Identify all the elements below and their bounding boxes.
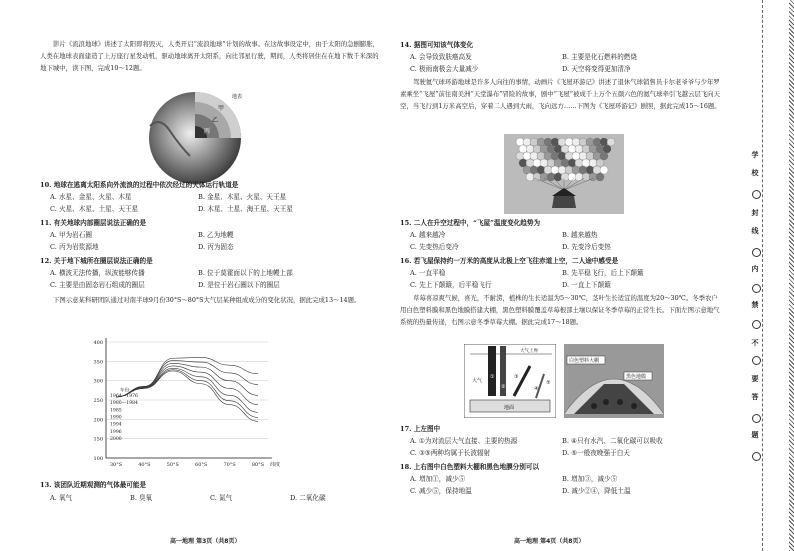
option-15d[interactable]: D. 先变冷后变热 — [562, 243, 611, 251]
label-black-film: 黑色地膜 — [626, 374, 647, 380]
balloon — [575, 173, 583, 181]
balloon — [558, 152, 566, 160]
question-10-stem: 10. 地球在逃离太阳系向外流浪的过程中依次经过的天体运行轨道是 — [40, 181, 239, 189]
question-11-stem: 11. 有关地球内部圈层说法正确的是 — [40, 219, 147, 227]
legend-entry: 1964—1976 — [110, 393, 138, 399]
balloon — [526, 159, 534, 167]
option-11a[interactable]: A. 甲为岩石圈 — [50, 231, 92, 239]
question-12-stem: 12. 关于地下城所在圈层说法正确的是 — [40, 257, 153, 265]
label-top-atmosphere: 大气上界 — [520, 349, 538, 354]
balloon — [572, 166, 580, 174]
balloon — [561, 159, 569, 167]
binding-word: 要 — [751, 374, 759, 383]
balloon — [540, 145, 548, 153]
left-page — [0, 0, 392, 551]
balloon — [551, 166, 559, 174]
balloon — [544, 166, 552, 174]
label-atmosphere: 大气 — [472, 378, 483, 384]
option-18b[interactable]: B. 增加③，减少⑤ — [562, 475, 618, 483]
binding-word: 答 — [751, 392, 759, 401]
balloon — [530, 152, 538, 160]
balloon — [568, 173, 576, 181]
balloon — [596, 159, 604, 167]
right-page — [394, 0, 728, 551]
balloon — [600, 166, 608, 174]
y-tick-label: 350 — [93, 359, 103, 366]
balloon — [519, 145, 527, 153]
question-16-stem: 16. 若飞屋保持约一万米的高度从北极上空飞往赤道上空，二人途中感受是 — [400, 257, 619, 265]
balloon — [537, 166, 545, 174]
question-17-stem: 17. 上左图中 — [400, 425, 441, 433]
ozone-line-chart — [78, 334, 288, 474]
label-ground: 地面 — [504, 405, 515, 411]
option-14d[interactable]: D. 天空将变得更加清净 — [562, 65, 631, 73]
binding-circle — [752, 356, 761, 365]
series-line — [116, 363, 258, 397]
balloon — [572, 138, 580, 146]
option-17a[interactable]: A. ①为对流层大气直接、主要的热源 — [410, 437, 518, 445]
balloon — [579, 152, 587, 160]
balloon — [593, 152, 601, 160]
label-2: ② — [501, 384, 506, 390]
binding-word: 不 — [751, 338, 759, 347]
balloon — [533, 173, 541, 181]
option-11b[interactable]: B. 乙为地幔 — [198, 231, 234, 239]
balloon — [526, 145, 534, 153]
balloon — [530, 166, 538, 174]
option-14c[interactable]: C. 极雨南极会大量减少 — [410, 65, 479, 73]
balloon — [575, 145, 583, 153]
option-17c[interactable]: C. ③⑤两种均属于长波辐射 — [410, 449, 491, 457]
y-tick-label: 200 — [93, 417, 103, 424]
balloon — [568, 159, 576, 167]
option-13c[interactable]: C. 氮气 — [210, 494, 233, 502]
balloon — [596, 145, 604, 153]
balloon — [579, 138, 587, 146]
option-18d[interactable]: D. 减少②④，降低土温 — [562, 487, 631, 495]
question-13-stem: 13. 该团队近期观测的气体最可能是 — [40, 481, 147, 489]
balloon — [596, 173, 604, 181]
reading-intro-left: 影片《流浪地球》讲述了太阳即将毁灭，人类开启“流浪地球”计划的故事。在这故事设定中，由于太阳的急剧膨胀，人类在地球表面建造了上万座行星发动机，驱动地球离开太阳系，向比邻星行驶，期间，人类将居住在在地下数千米深的地下城中，读下图，完成10～12题。 — [40, 40, 380, 73]
option-10d[interactable]: D. 木星、土星、海王星、天王星 — [198, 205, 293, 213]
option-15c[interactable]: C. 先变热后变冷 — [410, 243, 459, 251]
binding-circle — [752, 284, 761, 293]
balloon — [516, 138, 524, 146]
binding-hatch — [789, 0, 794, 551]
balloon — [586, 152, 594, 160]
balloon — [554, 173, 562, 181]
binding-dashed-line — [762, 0, 763, 551]
balloon — [600, 138, 608, 146]
balloon — [551, 152, 559, 160]
binding-word: 线 — [751, 226, 759, 235]
option-11d[interactable]: D. 丙为固态 — [198, 243, 234, 251]
balloon — [579, 166, 587, 174]
heat-transfer-diagram — [464, 344, 556, 418]
balloon — [561, 173, 569, 181]
y-tick-label: 100 — [93, 456, 103, 462]
option-12b[interactable]: B. 位于莫霍面以下的上地幔上部 — [198, 269, 293, 277]
balloon — [530, 138, 538, 146]
option-10b[interactable]: B. 金星、木星、火星、天王星 — [198, 193, 287, 201]
balloon — [600, 152, 608, 160]
balloon — [554, 159, 562, 167]
legend-entry: 1996 — [110, 429, 122, 435]
balloon — [565, 138, 573, 146]
binding-word: 内 — [751, 264, 759, 273]
balloon — [565, 152, 573, 160]
reading-intro-balloon: 驾驶氦气球环游地球是许多人向往的事情，动画片《飞屋环游记》讲述了退休气球销售员卡尔老爷爷与少年罗素乘坐“飞屋”前往南美洲“天堂瀑布”冒险的故事，剧中“飞屋”被成千上万个五颜六色的氦气球牵引飞越云层飞向天空，当飞行到1万米高空后，穿着二人遇到大雨，飞向远方……下图为《飞屋环游记》剧照，据此完成15～16题。 — [400, 78, 721, 111]
balloon — [586, 166, 594, 174]
page-footer-left: 高一地理 第3页（共8页） — [170, 538, 241, 545]
binding-circle — [752, 190, 761, 199]
option-18c[interactable]: C. 减少⑤，保持地温 — [410, 487, 472, 495]
balloon — [603, 145, 611, 153]
balloon — [575, 159, 583, 167]
binding-circle — [752, 248, 761, 257]
option-15a[interactable]: A. 越来越冷 — [410, 231, 446, 239]
binding-word: 封 — [751, 208, 759, 217]
svg-text:丙: 丙 — [204, 128, 211, 135]
option-16d[interactable]: D. 一直上下颠簸 — [562, 281, 611, 289]
balloon — [523, 138, 531, 146]
option-10a[interactable]: A. 水星、金星、火星、木星 — [50, 193, 132, 201]
svg-text:乙: 乙 — [212, 117, 219, 124]
option-15b[interactable]: B. 越来越热 — [562, 231, 598, 239]
binding-circle — [752, 452, 761, 461]
question-18-stem: 18. 上右图中白色塑料大棚和黑色地膜分别可以 — [400, 463, 540, 471]
balloon — [551, 138, 559, 146]
legend-entry: 1994 — [110, 422, 122, 428]
question-15-stem: 15. 二人在升空过程中，“飞屋”温度变化趋势为 — [400, 219, 541, 227]
balloon — [554, 145, 562, 153]
option-16c[interactable]: C. 先上下颠簸，后平稳飞行 — [410, 281, 492, 289]
balloon — [582, 145, 590, 153]
balloon — [589, 145, 597, 153]
option-17d[interactable]: D. ⑤一般夜晚强于白天 — [562, 449, 630, 457]
y-tick-label: 150 — [93, 436, 103, 443]
y-tick-label: 300 — [93, 378, 103, 385]
balloon — [582, 173, 590, 181]
balloon — [582, 159, 590, 167]
option-14b[interactable]: B. 主要是化石燃料的燃烧 — [562, 53, 637, 61]
balloon — [568, 145, 576, 153]
binding-word: 禁 — [751, 300, 759, 309]
option-14a[interactable]: A. 会导致致肤癌高发 — [410, 53, 472, 61]
option-12d[interactable]: D. 是位于岩石圈以下的圈层 — [198, 281, 280, 289]
option-16b[interactable]: B. 先平稳飞行，后上下颠簸 — [562, 269, 644, 277]
legend-title: 年份 — [120, 388, 130, 394]
option-11c[interactable]: C. 丙为岩浆源地 — [50, 243, 99, 251]
chart-series — [116, 357, 258, 421]
option-10c[interactable]: C. 火星、木星、土星、天王星 — [50, 205, 139, 213]
balloon — [593, 166, 601, 174]
balloon — [593, 138, 601, 146]
balloon — [523, 152, 531, 160]
option-17b[interactable]: B. ④只有水汽、二氧化碳可以吸收 — [562, 437, 663, 445]
balloon — [586, 138, 594, 146]
option-13d[interactable]: D. 二氧化碳 — [290, 494, 326, 502]
label-5: ⑤ — [546, 380, 551, 386]
balloon — [533, 145, 541, 153]
balloon — [516, 152, 524, 160]
y-tick-label: 250 — [93, 398, 103, 404]
x-axis-unit: 纬度 — [270, 462, 281, 468]
legend-entry: 1985 — [110, 408, 122, 414]
legend-entry: 1980—1984 — [110, 401, 138, 407]
option-12c[interactable]: C. 主要是由固态岩石组成的圈层 — [50, 281, 145, 289]
legend-entry: 2000 — [110, 437, 122, 443]
binding-circle — [752, 414, 761, 423]
balloon — [533, 159, 541, 167]
x-tick-label: 40°S — [138, 462, 151, 468]
option-13b[interactable]: B. 臭氧 — [130, 494, 153, 502]
balloon — [544, 138, 552, 146]
legend-entry: 1990 — [110, 415, 122, 421]
label-white-film: 白色塑料大棚 — [569, 358, 600, 364]
balloon — [547, 173, 555, 181]
reading-intro-chart: 下图示意某科研团队通过对南半球9月份30°S～80°S大气层某种组成成分的变化状况，据此完成13～14题。 — [53, 296, 361, 304]
label-4: ④ — [534, 386, 539, 392]
x-tick-label: 30°S — [109, 462, 123, 468]
balloon — [547, 145, 555, 153]
chart-legend — [110, 386, 138, 442]
option-12a[interactable]: A. 横波无法传播，纵波能够传播 — [50, 269, 145, 277]
balloon — [540, 159, 548, 167]
chart-grid — [106, 342, 268, 458]
option-16a[interactable]: A. 一直平稳 — [410, 269, 446, 277]
x-tick-label: 50°S — [166, 462, 179, 468]
binding-word: 题 — [751, 430, 759, 439]
balloon — [558, 166, 566, 174]
question-14-stem: 14. 据图可知该气体变化 — [400, 41, 474, 49]
balloon — [561, 145, 569, 153]
binding-word: 校 — [751, 168, 759, 177]
label-3: ③ — [514, 374, 519, 380]
balloon — [547, 159, 555, 167]
balloon — [565, 166, 573, 174]
balloon — [607, 138, 615, 146]
option-18a[interactable]: A. 增加①，减少⑤ — [410, 475, 466, 483]
balloon — [523, 166, 531, 174]
balloon — [558, 138, 566, 146]
binding-strip — [733, 0, 794, 551]
earth-surface-label: 地表 — [232, 94, 243, 100]
label-1: ① — [490, 374, 495, 380]
earth-cutaway-figure — [130, 86, 270, 186]
balloon — [589, 173, 597, 181]
option-13a[interactable]: A. 氧气 — [50, 494, 73, 502]
x-tick-label: 70°S — [223, 462, 236, 468]
flying-house-photo — [504, 134, 624, 214]
x-tick-label: 80°S — [251, 462, 265, 468]
balloon — [572, 152, 580, 160]
balloon — [537, 152, 545, 160]
balloon — [519, 159, 527, 167]
svg-text:甲: 甲 — [218, 105, 225, 112]
reading-intro-strawberry: 草莓喜凉爽气候，喜光，不耐涝，植株的生长适温为5～30℃，茎叶生长适宜的温度为20～30℃。冬季农户用白色塑料膜和黑色地膜搭建大棚，黑色塑料膜覆盖草莓根部土壤以保证冬季草莓的正常生长。下面左图示意地气系统的热量传递，右图示意冬季草莓大棚。据此完成17～18题。 — [400, 294, 720, 327]
greenhouse-photo — [564, 344, 664, 418]
balloon — [544, 152, 552, 160]
binding-circle — [752, 320, 761, 329]
balloon — [537, 138, 545, 146]
x-tick-label: 60°S — [195, 462, 208, 468]
y-tick-label: 400 — [93, 340, 103, 346]
page-footer-right: 高一地理 第4页（共8页） — [514, 538, 585, 545]
balloon — [589, 159, 597, 167]
balloon — [526, 173, 534, 181]
binding-word: 学 — [751, 150, 759, 159]
